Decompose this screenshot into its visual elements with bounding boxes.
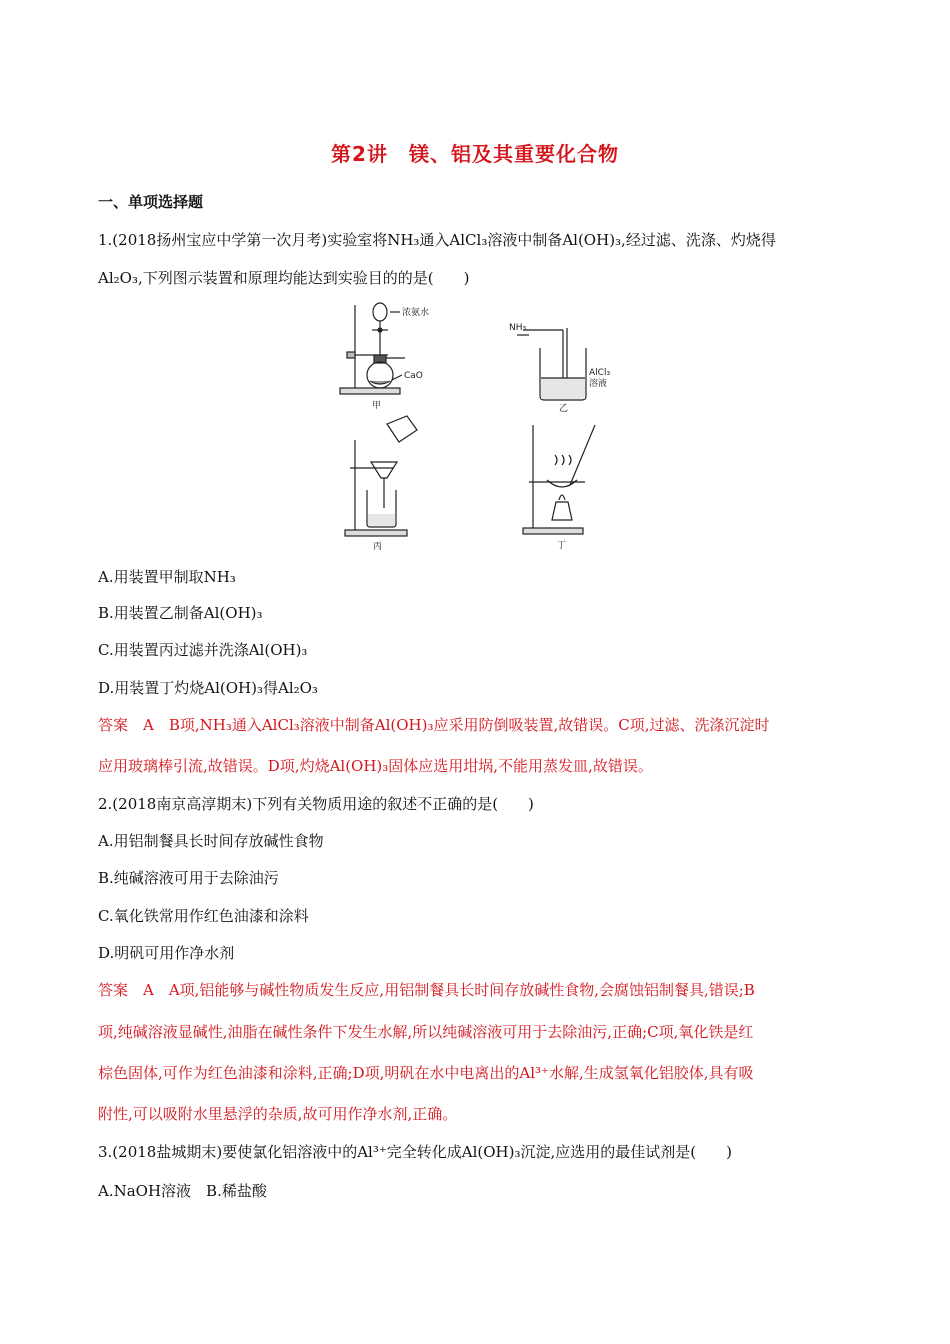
yi-caption: 乙 xyxy=(559,404,569,413)
yi-label-nh3: NH₃ xyxy=(509,323,527,333)
q1-option-c: C.用装置丙过滤并洗涤Al(OH)₃ xyxy=(98,641,308,659)
yi-label-alcl3: AlCl₃ xyxy=(589,368,611,378)
q3-options: A.NaOH溶液 B.稀盐酸 xyxy=(98,1182,267,1200)
jia-label-cao: CaO xyxy=(404,371,423,381)
jia-label-ammonia: 浓氨水 xyxy=(402,308,430,318)
q1-option-b: B.用装置乙制备Al(OH)₃ xyxy=(98,604,263,622)
page-title: 第2讲 镁、铝及其重要化合物 xyxy=(331,142,619,166)
q2-option-a: A.用铝制餐具长时间存放碱性食物 xyxy=(98,832,324,850)
q2-stem: 2.(2018南京高淳期末)下列有关物质用途的叙述不正确的是( ) xyxy=(98,795,534,813)
q2-answer-line3: 棕色固体,可作为红色油漆和涂料,正确;D项,明矾在水中电离出的Al³⁺水解,生成氢氧化铝胶体,具有吸 xyxy=(98,1064,754,1082)
q2-answer-line2: 项,纯碱溶液显碱性,油脂在碱性条件下发生水解,所以纯碱溶液可用于去除油污,正确;C项,氧化铁是红 xyxy=(98,1023,754,1041)
apparatus-yi-figure xyxy=(517,328,586,400)
q1-answer-line1: 答案 A B项,NH₃通入AlCl₃溶液中制备Al(OH)₃应采用防倒吸装置,故错误。C项,过滤、洗涤沉淀时 xyxy=(98,716,770,734)
section-heading: 一、单项选择题 xyxy=(98,193,204,211)
q2-option-b: B.纯碱溶液可用于去除油污 xyxy=(98,869,279,887)
apparatus-jia-figure xyxy=(330,300,460,415)
jia-caption: 甲 xyxy=(372,401,382,411)
yi-label-solution: 溶液 xyxy=(589,379,608,389)
q2-answer-line1: 答案 A A项,铝能够与碱性物质发生反应,用铝制餐具长时间存放碱性食物,会腐蚀铝制餐具,错误;B xyxy=(98,981,755,999)
apparatus-ding-figure xyxy=(523,425,595,534)
q1-stem-line2: Al₂O₃,下列图示装置和原理均能达到实验目的的是( ) xyxy=(98,269,470,287)
q2-option-c: C.氧化铁常用作红色油漆和涂料 xyxy=(98,907,309,925)
q1-option-d: D.用装置丁灼烧Al(OH)₃得Al₂O₃ xyxy=(98,679,318,697)
q1-option-a: A.用装置甲制取NH₃ xyxy=(98,568,236,586)
q2-answer-line4: 附性,可以吸附水里悬浮的杂质,故可用作净水剂,正确。 xyxy=(98,1105,458,1123)
q2-option-d: D.明矾可用作净水剂 xyxy=(98,944,235,962)
q1-stem-line1: 1.(2018扬州宝应中学第一次月考)实验室将NH₃通入AlCl₃溶液中制备Al(OH)₃,经过滤、洗涤、灼烧得 xyxy=(98,231,776,249)
ding-caption: 丁 xyxy=(557,541,567,551)
q3-stem: 3.(2018盐城期末)要使氯化铝溶液中的Al³⁺完全转化成Al(OH)₃沉淀,应选用的最佳试剂是( ) xyxy=(98,1143,732,1161)
q1-answer-line2: 应用玻璃棒引流,故错误。D项,灼烧Al(OH)₃固体应选用坩埚,不能用蒸发皿,故错误。 xyxy=(98,757,653,775)
bing-caption: 丙 xyxy=(373,542,383,552)
apparatus-bing-figure xyxy=(345,416,417,536)
